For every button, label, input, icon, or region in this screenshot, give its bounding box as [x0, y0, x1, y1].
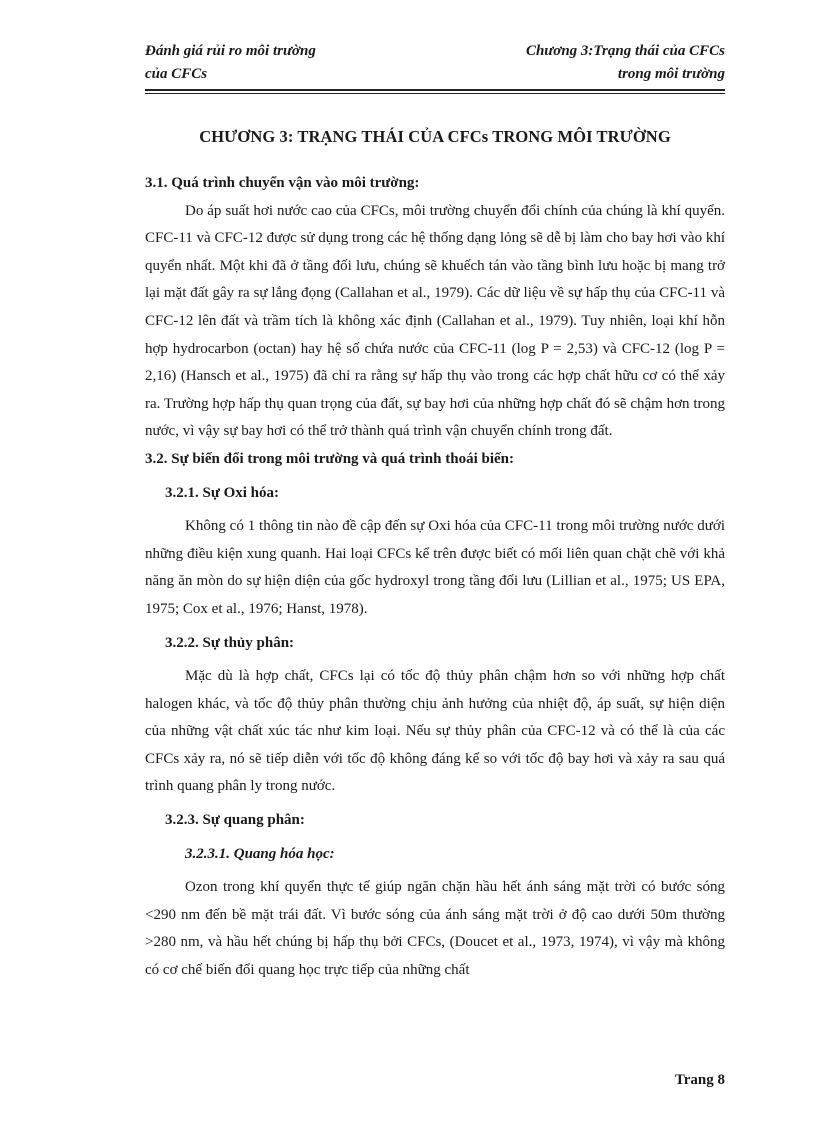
chapter-title: CHƯƠNG 3: TRẠNG THÁI CỦA CFCs TRONG MÔI TRƯỜNG	[199, 127, 671, 146]
header-left-line1: Đánh giá rủi ro môi trường	[145, 43, 316, 59]
section-heading-3-2: 3.2. Sự biến đổi trong môi trường và quá trình thoái biến:	[145, 450, 515, 467]
section-heading-3-1: 3.1. Quá trình chuyển vận vào môi trường:	[145, 175, 420, 191]
section-heading-3-2-3-1: 3.2.3.1. Quang hóa học:	[185, 845, 335, 862]
section-paragraph-3-2-1: Không có 1 thông tin nào đề cập đến sự Oxi hóa của CFC-11 trong môi trường nước dưới những điều kiện xung quanh. Hai loại CFCs kể trên được biết có mối liên quan chặt chẽ với khả năng ăn mòn do sự hiện diện của gốc hydroxyl trong tầng đối lưu (Lillian et al., 1975; US EPA, 1975; Cox et al., 1976; Hanst, 1978).	[145, 518, 725, 617]
header-right-line2: trong môi trường	[617, 66, 725, 82]
header-left	[145, 40, 316, 86]
header-right-line1: Chương 3:Trạng thái của CFCs	[525, 43, 725, 59]
section-paragraph-3-2-2: Mặc dù là hợp chất, CFCs lại có tốc độ thủy phân chậm hơn so với những hợp chất halogen khác, và tốc độ thủy phân thường chịu ảnh hưởng của nhiệt độ, áp suất, sự hiện diện của những vật chất xúc tác như kim loại. Nếu sự thủy phân của CFC-12 và có thể là của các CFCs xảy ra, nó sẽ tiếp diễn với tốc độ không đáng kể so với tốc độ bay hơi và xảy ra sau quá trình quang phân ly trong nước.	[145, 668, 725, 795]
header-rule-thin	[145, 93, 725, 94]
page-number: Trang 8	[674, 1072, 725, 1088]
section-paragraph-3-2-3-1: Ozon trong khí quyển thực tế giúp ngăn chặn hầu hết ánh sáng mặt trời có bước sóng <290 nm đến bề mặt trái đất. Vì bước sóng của ánh sáng mặt trời ở độ cao dưới 50m thường >280 nm, và hầu hết chúng bị hấp thụ bởi CFCs, (Doucet et al., 1973, 1974), vì vậy mà không có cơ chế biến đổi quang học trực tiếp của những chất	[145, 879, 725, 979]
section-paragraph-3-1: Do áp suất hơi nước cao của CFCs, môi trường chuyển đổi chính của chúng là khí quyển. CFC-11 và CFC-12 được sử dụng trong các hệ thống dạng lỏng sẽ dễ bị làm cho bay hơi vào khí quyển nhất. Một khi đã ở tầng đối lưu, chúng sẽ khuếch tán vào tầng bình lưu hoặc bị mang trở lại mặt đất gây ra sự lắng đọng (Callahan et al., 1979). Các dữ liệu về sự hấp thụ của CFC-11 và CFC-12 lên đất và trầm tích là không xác định (Callahan et al., 1979). Tuy nhiên, loại khí hỗn hợp hydrocarbon (octan) hay hệ số chứa nước của CFC-11 (log P = 2,53) và CFC-12 (log P = 2,16) (Hansch et al., 1975) đã chỉ ra rằng sự hấp thụ vào trong các hợp chất hữu cơ có thể xảy ra. Trường hợp hấp thụ quan trọng của đất, sự bay hơi của những hợp chất đó sẽ chậm hơn trong nước, vì vậy sự bay hơi có thể trở thành quá trình vận chuyển chính trong đất.	[145, 202, 725, 440]
section-heading-3-2-2: 3.2.2. Sự thủy phân:	[165, 634, 295, 651]
running-header	[145, 40, 725, 88]
header-rule-thick	[145, 89, 725, 91]
document-body	[145, 170, 725, 985]
section-heading-3-2-3: 3.2.3. Sự quang phân:	[165, 812, 305, 829]
header-right	[526, 40, 725, 86]
section-heading-3-2-1: 3.2.1. Sự Oxi hóa:	[165, 484, 280, 501]
header-left-line2: của CFCs	[145, 66, 208, 82]
